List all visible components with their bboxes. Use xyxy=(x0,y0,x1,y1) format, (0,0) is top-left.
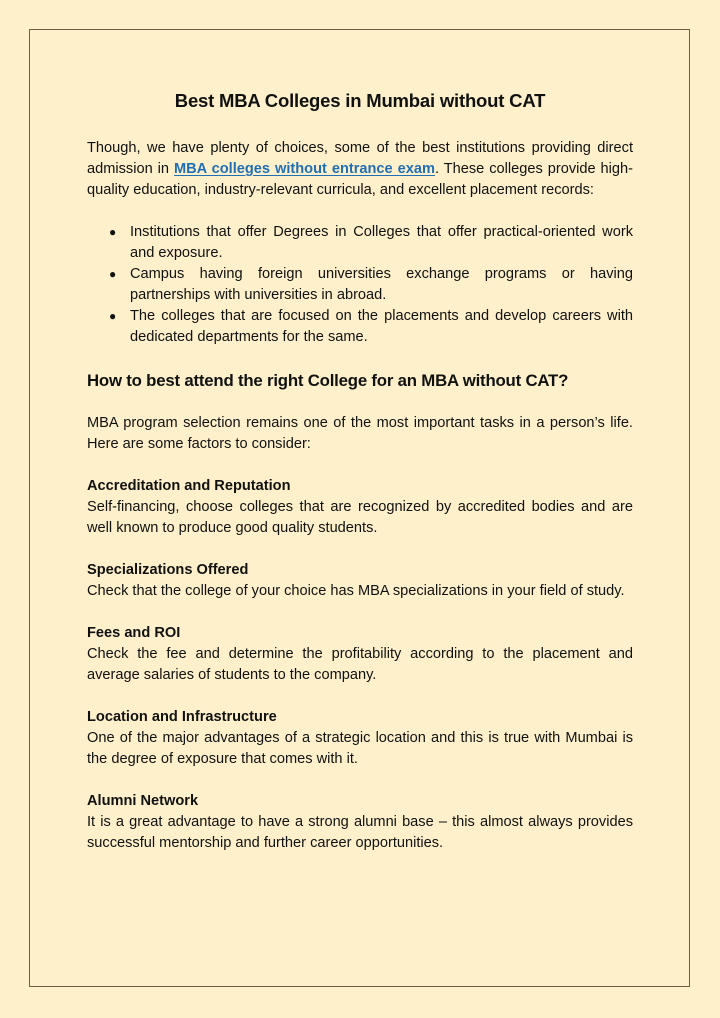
factor-alumni xyxy=(87,791,633,854)
factor-title: Specializations Offered xyxy=(87,562,249,578)
intro-paragraph xyxy=(87,138,633,201)
factor-body: Check the fee and determine the profitability according to the placement and average salaries of students to the company. xyxy=(87,646,633,683)
list-item xyxy=(87,264,633,306)
mba-colleges-link[interactable]: MBA colleges without entrance exam xyxy=(173,161,435,177)
section-lead: MBA program selection remains one of the most important tasks in a person’s life. Here are some factors to consider: xyxy=(87,415,633,452)
list-item xyxy=(87,222,633,264)
bullet-icon: ● xyxy=(109,267,117,281)
factor-accreditation xyxy=(87,476,633,539)
factor-title: Fees and ROI xyxy=(87,625,181,641)
bullet-icon: ● xyxy=(109,309,117,323)
factor-title: Accreditation and Reputation xyxy=(87,478,291,494)
factor-fees-roi xyxy=(87,623,633,686)
list-item-text: The colleges that are focused on the placements and develop careers with dedicated departments for the same. xyxy=(130,308,633,345)
factor-body: Check that the college of your choice has MBA specializations in your field of study. xyxy=(87,583,625,599)
feature-list xyxy=(87,222,633,348)
list-item xyxy=(87,306,633,348)
section-heading: How to best attend the right College for an MBA without CAT? xyxy=(87,371,569,390)
intro-text-before: Though, we have plenty of choices, some of the best institutions providing direct admission in xyxy=(87,140,633,177)
list-item-text: Institutions that offer Degrees in Colleges that offer practical-oriented work and exposure. xyxy=(130,224,633,261)
page-title: Best MBA Colleges in Mumbai without CAT xyxy=(174,90,546,111)
factor-body: One of the major advantages of a strategic location and this is true with Mumbai is the degree of exposure that comes with it. xyxy=(87,730,633,767)
factor-body: Self-financing, choose colleges that are recognized by accredited bodies and are well known to produce good quality students. xyxy=(87,499,633,536)
factor-location xyxy=(87,707,633,770)
factor-body: It is a great advantage to have a strong alumni base – this almost always provides successful mentorship and further career opportunities. xyxy=(87,814,633,851)
document-body xyxy=(87,88,633,875)
factor-title: Location and Infrastructure xyxy=(87,709,277,725)
list-item-text: Campus having foreign universities exchange programs or having partnerships with universities in abroad. xyxy=(130,266,633,303)
intro-text-after: . These colleges provide high-quality education, industry-relevant curricula, and excellent placement records: xyxy=(87,161,634,198)
bullet-icon: ● xyxy=(109,225,117,239)
factor-specializations xyxy=(87,560,633,602)
factor-title: Alumni Network xyxy=(87,793,199,809)
